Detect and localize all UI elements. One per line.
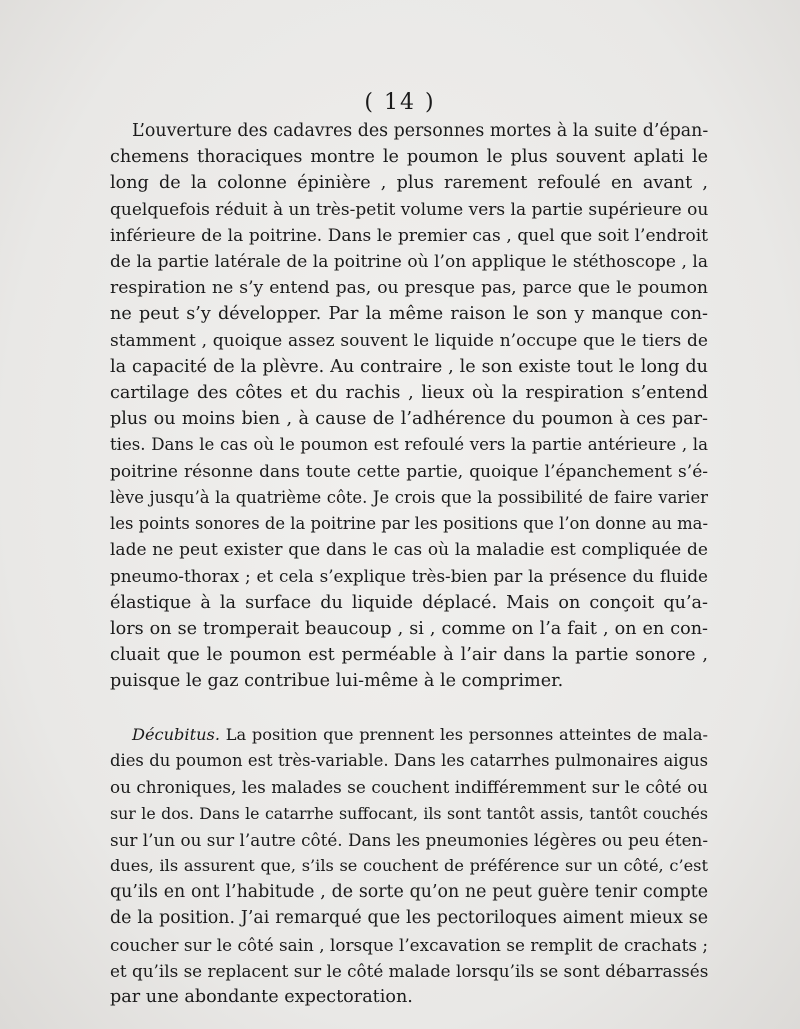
text-line: stamment , quoique assez souvent le liquide n’occupe que le tiers de (110, 330, 708, 351)
text-line: plus ou moins bien , à cause de l’adhérence du poumon à ces par- (110, 409, 708, 430)
text-line: sur l’un ou sur l’autre côté. Dans les pneumonies légères ou peu éten- (110, 829, 708, 850)
section-lead: Décubitus. (132, 725, 220, 744)
text-line: lors on se tromperait beaucoup , si , comme on l’a fait , on en con- (110, 618, 708, 639)
text-line: ties. Dans le cas où le poumon est refoulé vers la partie antérieure , la (110, 435, 708, 455)
text-line: poitrine résonne dans toute cette partie, quoique l’épanchement s’é- (110, 461, 708, 482)
text-line: L’ouverture des cadavres des personnes mortes à la suite d’épan- (132, 121, 709, 141)
text-line: puisque le gaz contribue lui-même à le comprimer. (110, 671, 564, 692)
text-line: de la position. J’ai remarqué que les pectoriloques aiment mieux se (110, 908, 708, 929)
text-line: cartilage des côtes et du rachis , lieux où la respiration s’entend (110, 383, 708, 404)
text-line: dies du poumon est très-variable. Dans les catarrhes pulmonaires aigus (110, 751, 708, 771)
text-line: la capacité de la plèvre. Au contraire , le son existe tout le long du (110, 356, 708, 377)
paragraph-decubitus (110, 722, 708, 1010)
text-line: et qu’ils se replacent sur le côté malade lorsqu’ils se sont débarrassés (110, 960, 709, 981)
text-line: par une abondante expectoration. (110, 987, 413, 1008)
text-line: les points sonores de la poitrine par les positions que l’on donne au ma- (110, 514, 708, 534)
text-line: lade ne peut exister que dans le cas où la maladie est compliquée de (110, 540, 708, 561)
text-line: dues, ils assurent que, s’ils se couchent de préférence sur un côté, c’est (110, 856, 708, 876)
text-line-first (110, 722, 708, 748)
text-line: ou chroniques, les malades se couchent indifféremment sur le côté ou (110, 777, 708, 798)
text-line: respiration ne s’y entend pas, ou presque pas, parce que le poumon (110, 278, 708, 299)
text-line: élastique à la surface du liquide déplacé. Mais on conçoit qu’a- (110, 592, 708, 613)
text-line: inférieure de la poitrine. Dans le premier cas , quel que soit l’endroit (110, 225, 708, 246)
text-line: cluait que le poumon est perméable à l’air dans la partie sonore , (110, 645, 708, 666)
text-line: de la partie latérale de la poitrine où l’on applique le stéthoscope , la (110, 252, 708, 273)
text-line: quelquefois réduit à un très-petit volume vers la partie supérieure ou (110, 199, 709, 220)
text-line: sur le dos. Dans le catarrhe suffocant, ils sont tantôt assis, tantôt couchés (110, 803, 708, 823)
first-line-rest: La position que prennent les personnes atteintes de mala- (219, 725, 708, 744)
paragraph-ouverture (110, 118, 708, 694)
page-number: ( 14 ) (364, 90, 436, 115)
text-line: chemens thoraciques montre le poumon le plus souvent aplati le (110, 147, 708, 168)
text-line: lève jusqu’à la quatrième côte. Je crois que la possibilité de faire varier (110, 487, 708, 507)
text-line: ne peut s’y développer. Par la même raison le son y manque con- (110, 304, 708, 325)
text-line: qu’ils en ont l’habitude , de sorte qu’on ne peut guère tenir compte (110, 882, 708, 903)
text-line: coucher sur le côté sain , lorsque l’excavation se remplit de crachats ; (110, 934, 708, 955)
text-line: pneumo-thorax ; et cela s’explique très-bien par la présence du fluide (110, 566, 708, 587)
text-line: long de la colonne épinière , plus rarement refoulé en avant , (110, 173, 708, 194)
